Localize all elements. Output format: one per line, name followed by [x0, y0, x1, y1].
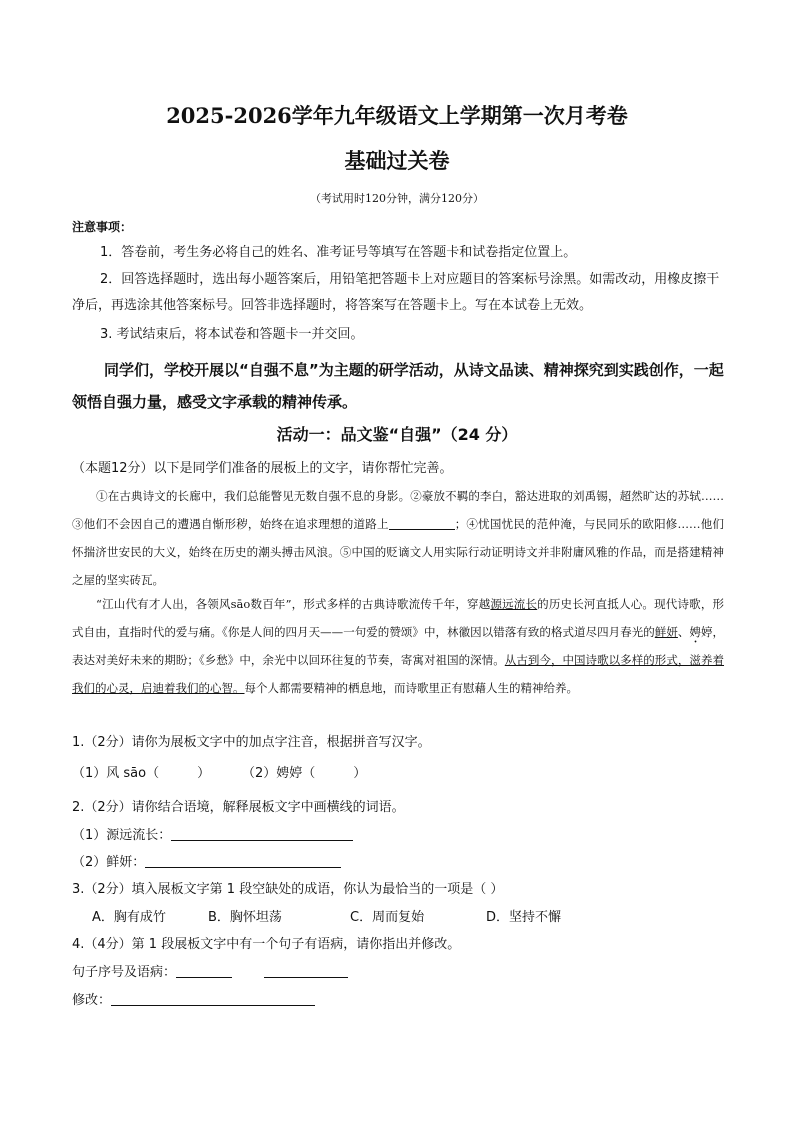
passage-paragraph-2: “江山代有才人出，各领风sāo数百年”，形式多样的古典诗歌流传千年，穿越源远流长的历史长河直抵人心。现代诗歌，形式自由，直指时代的爱与痛。《你是人间的四月天——一句爱的赞颂》中，林徽因以错落有致的格式道尽四月春光的鲜妍、娉婷，表达对美好未来的期盼；《乡愁》中，余光中以回环往复的节奏，寄寓对祖国的深情。从古到今，中国诗歌以多样的形式，滋养着我们的心灵，启迪着我们的心智。每个人都需要精神的栖息地，而诗歌里正有慰藉人生的精神给养。: [72, 597, 725, 695]
answer-line[interactable]: [145, 853, 341, 868]
exam-subtitle: 基础过关卷: [344, 148, 450, 173]
exam-info: （考试用时120分钟，满分120分）: [310, 192, 484, 205]
option-d[interactable]: D．坚持不懈: [486, 910, 562, 925]
question-intro: （本题12分）以下是同学们准备的展板上的文字，请你帮忙完善。: [72, 461, 453, 476]
underlined-term: 源远流长: [490, 597, 538, 611]
question-1-part-1: （1）风 sāo（ ）: [72, 766, 211, 781]
underlined-sentence: 从古到今，中国诗歌以多样的形式，滋养着我们的心灵，启迪着我们的心智。: [72, 653, 725, 695]
notice-heading: 注意事项：: [72, 220, 133, 234]
question-4-part-1: 句子序号及语病：: [72, 961, 348, 980]
question-1: 1.（2分）请你为展板文字中的加点字注音，根据拼音写汉字。: [72, 735, 431, 750]
option-c[interactable]: C．周而复始: [350, 910, 425, 925]
notice-item: 1．答卷前，考生务必将自己的姓名、准考证号等填写在答题卡和试卷指定位置上。: [100, 245, 577, 260]
activity-intro: 同学们，学校开展以“自强不息”为主题的研学活动，从诗文品读、精神探究到实践创作，一起领悟自强力量，感受文字承载的精神传承。: [72, 361, 724, 411]
notice-item: 2．回答选择题时，选出每小题答案后，用铅笔把答题卡上对应题目的答案标号涂黑。如需改动，用橡皮擦干净后，再选涂其他答案标号。回答非选择题时，将答案写在答题卡上。写在本试卷上无效。: [72, 272, 720, 313]
notice-item: 3. 考试结束后，将本试卷和答题卡一并交回。: [100, 327, 364, 342]
question-3: 3.（2分）填入展板文字第 1 段空缺处的成语，你认为最恰当的一项是（ ）: [72, 882, 504, 897]
fill-blank[interactable]: [389, 515, 455, 530]
answer-line[interactable]: [111, 991, 315, 1006]
question-4-part-2: 修改：: [72, 989, 315, 1008]
dotted-char: 娉: [689, 625, 701, 639]
option-b[interactable]: B．胸怀坦荡: [208, 910, 282, 925]
question-2: 2.（2分）请你结合语境，解释展板文字中画横线的词语。: [72, 800, 405, 815]
question-4: 4.（4分）第 1 段展板文字中有一个句子有语病，请你指出并修改。: [72, 937, 461, 952]
question-2-part-1: （1）源远流长：: [72, 824, 353, 843]
option-a[interactable]: A．胸有成竹: [92, 910, 166, 925]
answer-line[interactable]: [176, 963, 232, 978]
exam-title: 2025-2026学年九年级语文上学期第一次月考卷: [166, 103, 628, 128]
question-2-part-2: （2）鲜妍：: [72, 851, 341, 870]
answer-line[interactable]: [171, 826, 353, 841]
passage-paragraph-1: ①在古典诗文的长廊中，我们总能瞥见无数自强不息的身影。②豪放不羁的李白，豁达进取的刘禹锡，超然旷达的苏轼……③他们不会因自己的遭遇自惭形秽，始终在追求理想的道路上 ；④忧国忧民的范仲淹，与民同乐的欧阳修……他们怀揣济世安民的大义，始终在历史的潮头搏击风浪。⑤中国的贬谪文人用实际行动证明诗文并非附庸风雅的作品，而是搭建精神之屋的坚实砖瓦。: [72, 489, 724, 587]
answer-line[interactable]: [264, 963, 348, 978]
question-1-part-2: （2）娉婷（ ）: [242, 766, 367, 781]
underlined-term: 鲜妍: [654, 625, 678, 639]
section-title: 活动一：品文鉴“自强”（24 分）: [276, 425, 518, 444]
